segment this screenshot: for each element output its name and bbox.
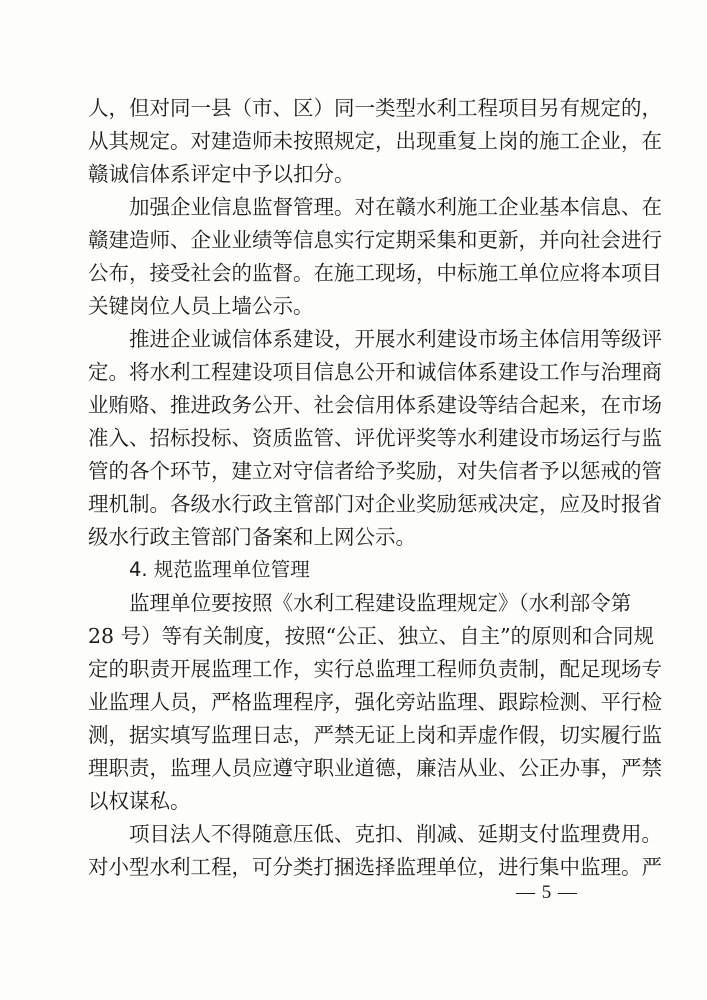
section-heading: 4. 规范监理单位管理 — [129, 558, 310, 581]
text-line: 赣建造师、企业业绩等信息实行定期采集和更新，并向社会进行 — [88, 228, 662, 252]
text-line: 管的各个环节，建立对守信者给予奖励，对失信者予以惩戒的管 — [88, 459, 662, 483]
text-line: 赣诚信体系评定中予以扣分。 — [88, 162, 355, 186]
paragraph-first-line: 项目法人不得随意压低、克扣、削减、延期支付监理费用。 — [129, 822, 662, 846]
text-line: 28 号）等有关制度，按照“公正、独立、自主”的原则和合同规 — [88, 624, 655, 648]
text-line: 人，但对同一县（市、区）同一类型水利工程项目另有规定的， — [88, 96, 662, 120]
text-line: 理机制。各级水行政主管部门对企业奖励惩戒决定，应及时报省 — [88, 492, 662, 516]
paragraph-first-line: 加强企业信息监督管理。对在赣水利施工企业基本信息、在 — [129, 195, 662, 219]
text-line: 关键岗位人员上墙公示。 — [88, 294, 314, 318]
text-line: 定。将水利工程建设项目信息公开和诚信体系建设工作与治理商 — [88, 360, 662, 384]
text-line: 定的职责开展监理工作，实行总监理工程师负责制，配足现场专 — [88, 657, 662, 681]
text-line: 对小型水利工程，可分类打捆选择监理单位，进行集中监理。严 — [88, 855, 662, 879]
text-line: 从其规定。对建造师未按照规定，出现重复上岗的施工企业，在 — [88, 129, 662, 153]
text-line: 业贿赂、推进政务公开、社会信用体系建设等结合起来，在市场 — [88, 393, 662, 417]
paragraph-first-line: 推进企业诚信体系建设，开展水利建设市场主体信用等级评 — [129, 327, 662, 351]
text-line: 以权谋私。 — [88, 789, 191, 813]
text-line: 准入、招标投标、资质监管、评优评奖等水利建设市场运行与监 — [88, 426, 662, 450]
text-line: 理职责，监理人员应遵守职业道德，廉洁从业、公正办事，严禁 — [88, 756, 662, 780]
text-line: 测，据实填写监理日志，严禁无证上岗和弄虚作假，切实履行监 — [88, 723, 662, 747]
text-line: 公布，接受社会的监督。在施工现场，中标施工单位应将本项目 — [88, 261, 662, 285]
text-line: 业监理人员，严格监理程序，强化旁站监理、跟踪检测、平行检 — [88, 690, 662, 714]
text-line: 级水行政主管部门备案和上网公示。 — [88, 525, 416, 549]
paragraph-first-line: 监理单位要按照《水利工程建设监理规定》（水利部令第 — [129, 591, 632, 615]
page-number: — 5 — — [516, 882, 578, 903]
